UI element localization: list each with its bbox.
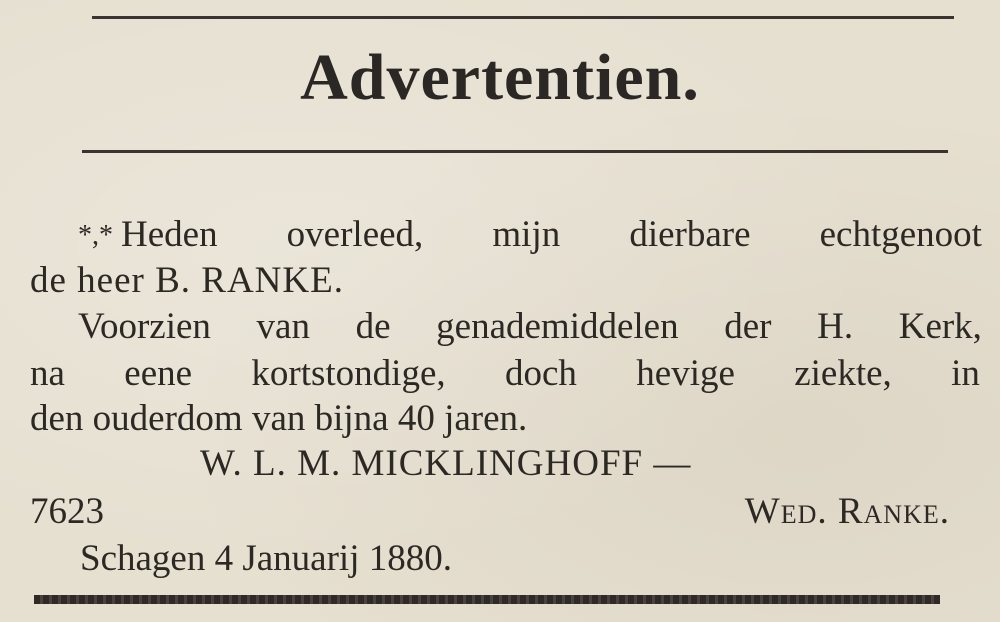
word: Kerk, xyxy=(898,306,982,347)
word: hevige xyxy=(636,353,735,394)
top-rule xyxy=(92,16,954,19)
word: genademiddelen xyxy=(436,306,679,347)
section-heading: Advertentien. xyxy=(300,41,700,114)
notice-line-1 xyxy=(78,213,982,260)
notice-line-3 xyxy=(78,305,982,349)
ad-number: 7623 xyxy=(30,491,104,532)
word: overleed, xyxy=(286,214,424,255)
word: dierbare xyxy=(629,214,751,255)
notice-line-5: den ouderdom van bijna 40 jaren. xyxy=(30,398,528,439)
place-date: Schagen 4 Januarij 1880. xyxy=(80,538,452,579)
ad-number-row xyxy=(30,490,950,534)
word: doch xyxy=(504,353,577,394)
word: echtgenoot xyxy=(819,214,982,255)
word: na xyxy=(30,353,65,394)
word: mijn xyxy=(492,214,561,255)
bottom-rule xyxy=(34,595,940,604)
word: van xyxy=(256,306,310,347)
notice-line-4 xyxy=(30,352,980,396)
word: Heden xyxy=(121,214,218,255)
widow-signature: Wed. Ranke. xyxy=(744,491,950,532)
word: der xyxy=(724,306,772,347)
word: de xyxy=(355,306,391,347)
notice-line-2: de heer B. RANKE. xyxy=(30,260,344,301)
word: kortstondige, xyxy=(251,353,446,394)
word: eene xyxy=(124,353,193,394)
word: H. xyxy=(817,306,854,347)
asterism-mark: *,* xyxy=(78,220,113,251)
heading-rule xyxy=(82,150,948,153)
word: Voorzien xyxy=(78,306,211,347)
signature: W. L. M. MICKLINGHOFF — xyxy=(200,443,692,484)
word: in xyxy=(951,353,980,394)
word: ziekte, xyxy=(794,353,892,394)
